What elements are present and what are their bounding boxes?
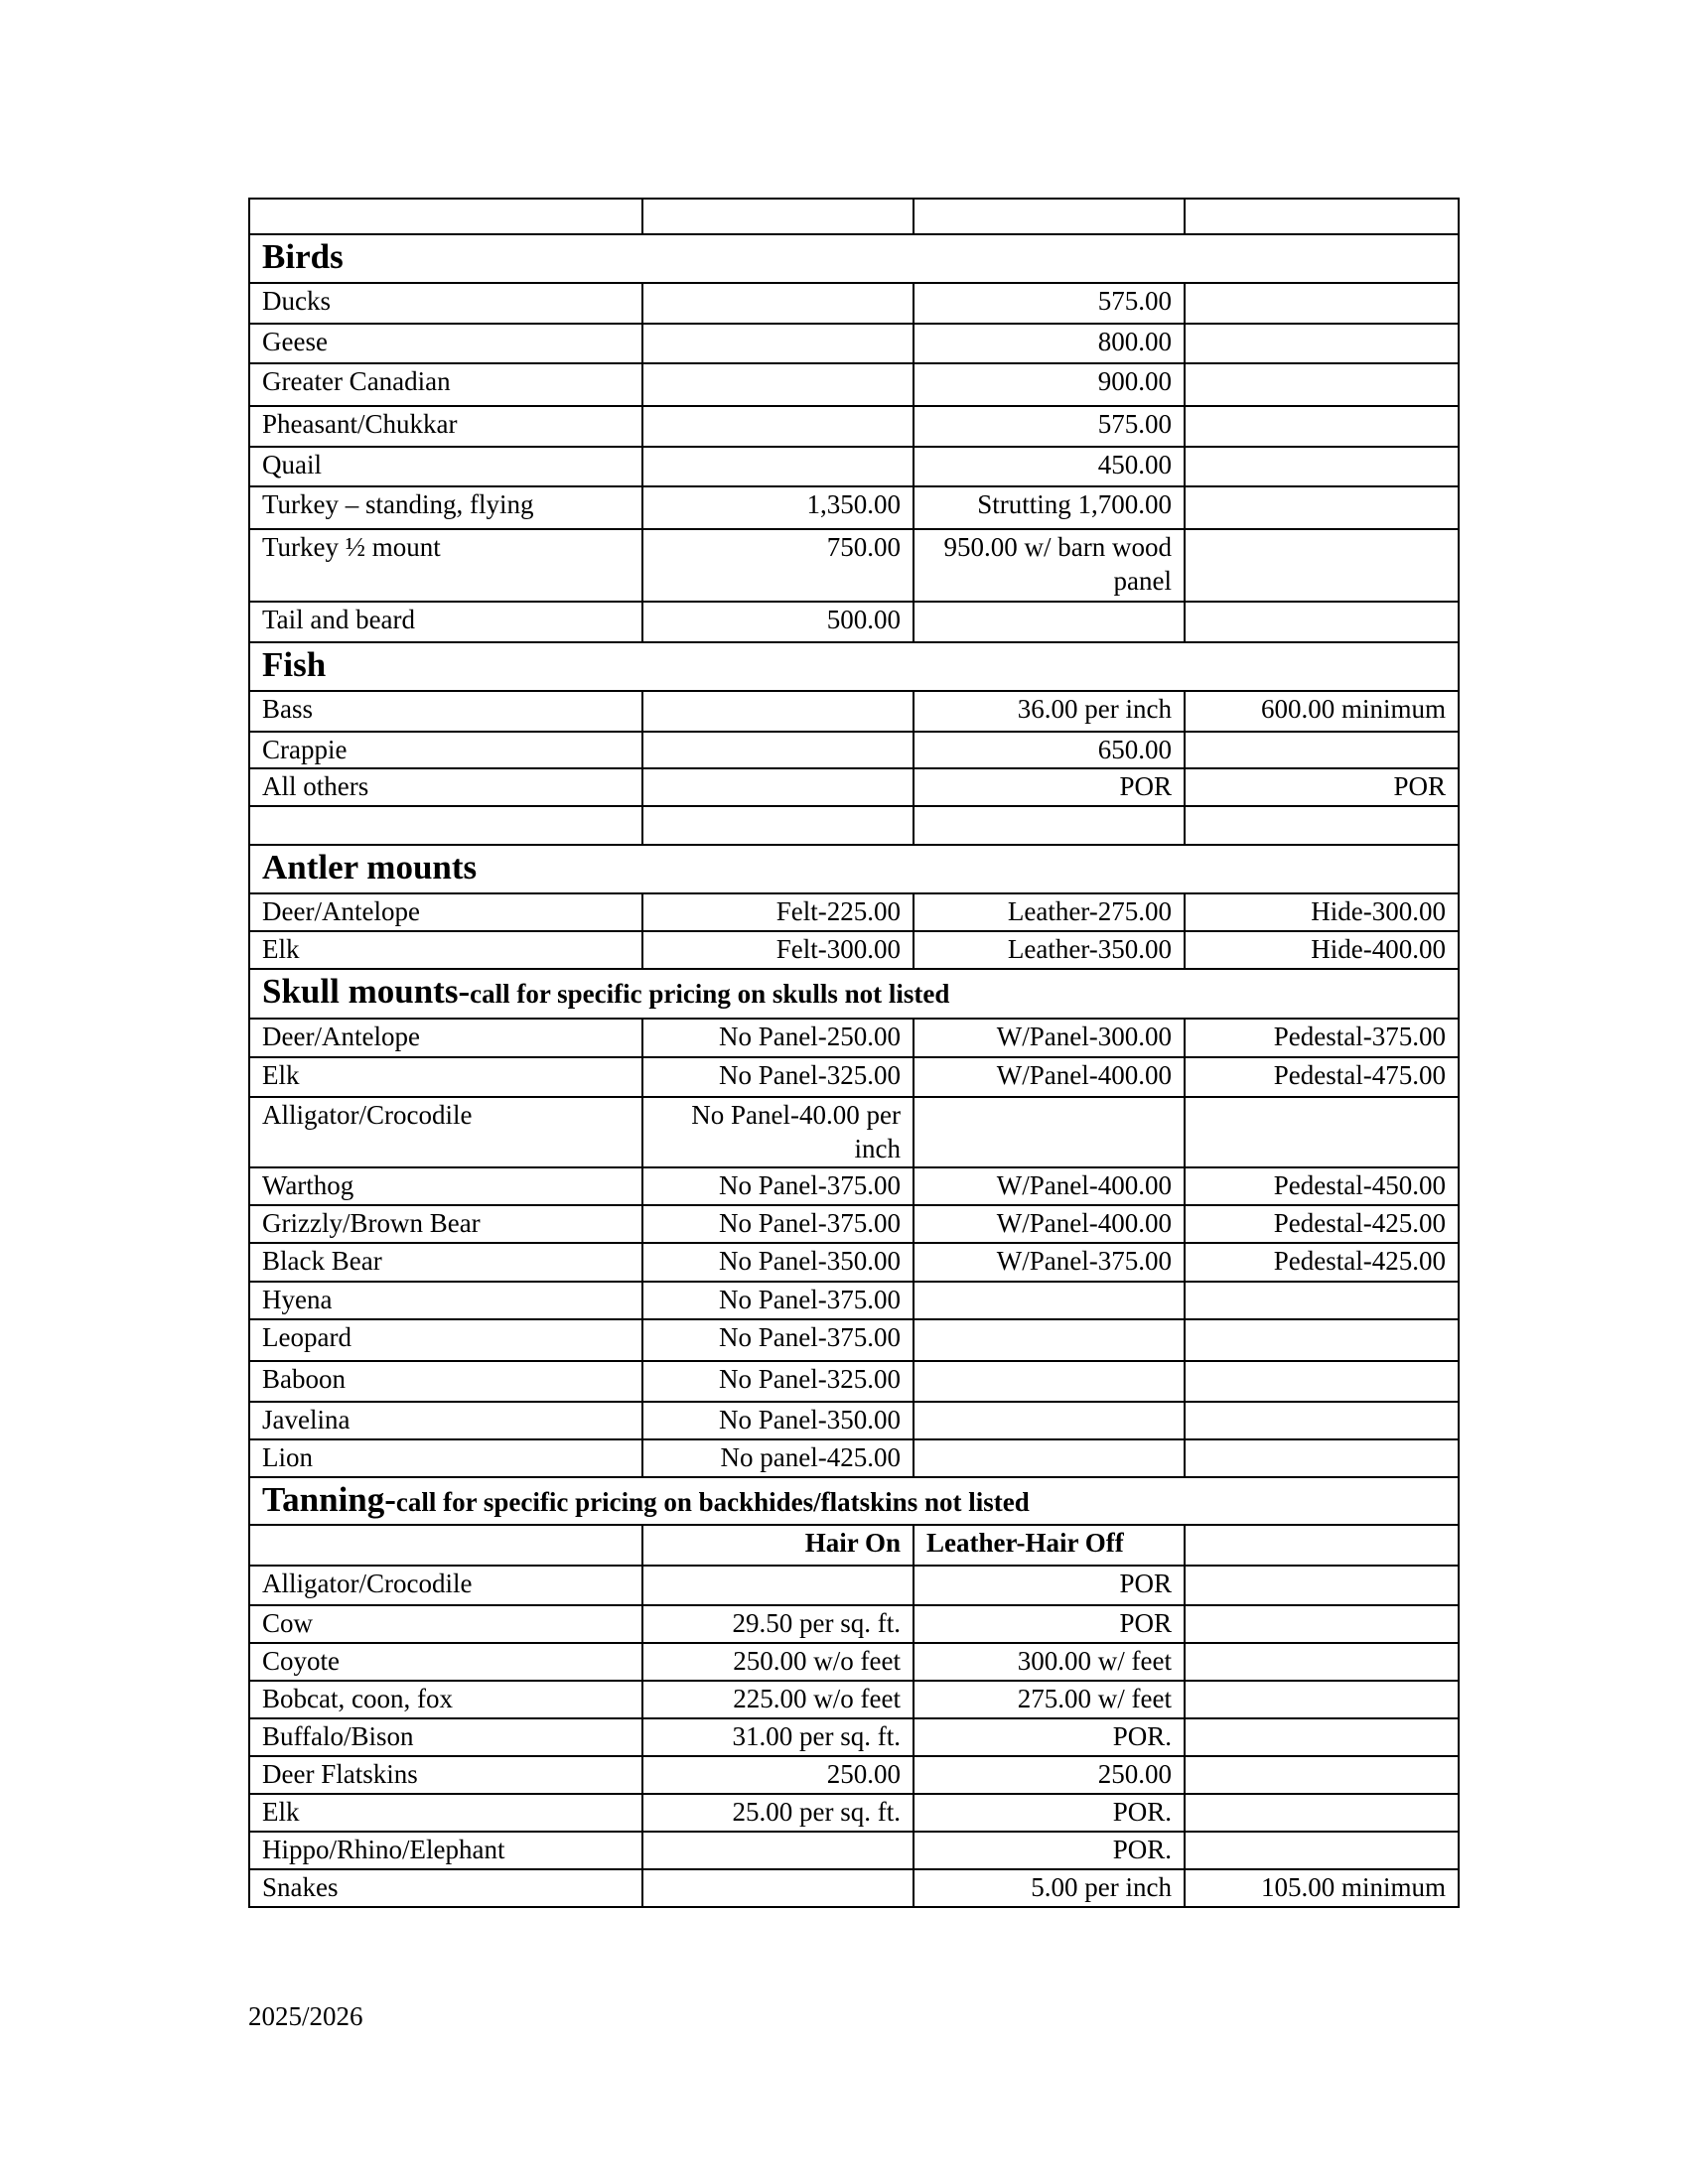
item-name: Coyote	[249, 1643, 642, 1681]
price-cell	[642, 768, 914, 806]
price-cell: 450.00	[914, 447, 1185, 486]
section-title: Fish	[262, 645, 327, 684]
price-cell: No Panel-375.00	[642, 1282, 914, 1319]
section-title: Birds	[262, 237, 344, 276]
item-name: Deer/Antelope	[249, 893, 642, 931]
item-name: Leopard	[249, 1319, 642, 1361]
table-row	[249, 324, 1459, 363]
table-cell	[914, 199, 1185, 234]
table-row	[249, 1439, 1459, 1477]
item-name: Geese	[249, 324, 642, 363]
price-cell	[642, 732, 914, 768]
item-name: Bobcat, coon, fox	[249, 1681, 642, 1718]
section-header-antler	[249, 845, 1459, 893]
price-cell: Pedestal-425.00	[1185, 1205, 1459, 1243]
price-cell: No Panel-325.00	[642, 1057, 914, 1097]
price-cell	[642, 363, 914, 406]
table-row	[249, 1319, 1459, 1361]
price-cell: Felt-300.00	[642, 931, 914, 969]
section-title: Skull mounts-	[262, 972, 471, 1011]
table-row	[249, 691, 1459, 732]
table-row	[249, 529, 1459, 602]
price-cell: W/Panel-400.00	[914, 1057, 1185, 1097]
item-name: Javelina	[249, 1402, 642, 1439]
table-cell	[1185, 199, 1459, 234]
price-cell: 29.50 per sq. ft.	[642, 1605, 914, 1643]
price-cell	[1185, 1756, 1459, 1794]
table-row	[249, 602, 1459, 642]
table-row	[249, 363, 1459, 406]
item-name: Buffalo/Bison	[249, 1718, 642, 1756]
price-cell	[1185, 1605, 1459, 1643]
item-name: Quail	[249, 447, 642, 486]
table-row	[249, 1794, 1459, 1832]
price-cell: POR.	[914, 1832, 1185, 1869]
section-title-cell	[249, 1477, 1459, 1525]
price-cell	[1185, 1794, 1459, 1832]
table-row	[249, 1243, 1459, 1282]
item-name: Ducks	[249, 283, 642, 324]
price-cell	[642, 1869, 914, 1907]
section-header-tanning	[249, 1477, 1459, 1525]
table-row	[249, 806, 1459, 845]
price-cell	[642, 1566, 914, 1605]
price-cell: W/Panel-300.00	[914, 1019, 1185, 1057]
price-cell: Hide-300.00	[1185, 893, 1459, 931]
price-cell: No Panel-375.00	[642, 1167, 914, 1205]
price-cell	[642, 691, 914, 732]
item-name: Deer/Antelope	[249, 1019, 642, 1057]
price-cell	[642, 283, 914, 324]
column-header-row	[249, 1525, 1459, 1566]
price-cell	[1185, 529, 1459, 602]
section-title-cell	[249, 234, 1459, 283]
price-cell	[1185, 447, 1459, 486]
price-cell	[914, 1097, 1185, 1167]
section-title: Antler mounts	[262, 848, 478, 887]
price-cell: 575.00	[914, 406, 1185, 447]
table-cell	[642, 199, 914, 234]
item-name: Baboon	[249, 1361, 642, 1402]
price-cell	[914, 1319, 1185, 1361]
price-cell	[642, 447, 914, 486]
price-cell	[642, 324, 914, 363]
column-header	[249, 1525, 642, 1566]
price-cell: POR	[914, 1566, 1185, 1605]
table-row	[249, 1756, 1459, 1794]
price-cell	[1185, 486, 1459, 529]
section-header-fish	[249, 642, 1459, 691]
price-cell: Pedestal-475.00	[1185, 1057, 1459, 1097]
table-row	[249, 1832, 1459, 1869]
price-cell	[1185, 732, 1459, 768]
price-cell: 36.00 per inch	[914, 691, 1185, 732]
price-cell	[1185, 1681, 1459, 1718]
price-cell	[914, 1282, 1185, 1319]
price-table	[248, 198, 1460, 1908]
price-cell: Leather-350.00	[914, 931, 1185, 969]
price-cell	[914, 1361, 1185, 1402]
price-cell	[1185, 806, 1459, 845]
price-cell: No panel-425.00	[642, 1439, 914, 1477]
price-cell	[914, 602, 1185, 642]
price-cell	[1185, 1402, 1459, 1439]
item-name: All others	[249, 768, 642, 806]
price-cell: W/Panel-400.00	[914, 1205, 1185, 1243]
price-cell	[1185, 1282, 1459, 1319]
price-cell	[1185, 1718, 1459, 1756]
table-row	[249, 1681, 1459, 1718]
item-name: Alligator/Crocodile	[249, 1097, 642, 1167]
item-name: Snakes	[249, 1869, 642, 1907]
price-cell	[1185, 1361, 1459, 1402]
table-row	[249, 1167, 1459, 1205]
section-header-skull	[249, 969, 1459, 1019]
item-name: Bass	[249, 691, 642, 732]
price-cell: 800.00	[914, 324, 1185, 363]
section-subtitle: call for specific pricing on backhides/flatskins not listed	[395, 1487, 1030, 1517]
item-name: Deer Flatskins	[249, 1756, 642, 1794]
table-row	[249, 1869, 1459, 1907]
table-row	[249, 1566, 1459, 1605]
price-cell	[1185, 324, 1459, 363]
table-row	[249, 732, 1459, 768]
price-cell	[1185, 1832, 1459, 1869]
item-name: Greater Canadian	[249, 363, 642, 406]
price-cell: No Panel-325.00	[642, 1361, 914, 1402]
price-cell	[1185, 602, 1459, 642]
item-name: Turkey ½ mount	[249, 529, 642, 602]
price-cell	[914, 1402, 1185, 1439]
item-name: Hippo/Rhino/Elephant	[249, 1832, 642, 1869]
price-cell: POR	[914, 768, 1185, 806]
price-cell: 250.00 w/o feet	[642, 1643, 914, 1681]
price-cell: 5.00 per inch	[914, 1869, 1185, 1907]
price-cell: 575.00	[914, 283, 1185, 324]
price-cell: No Panel-375.00	[642, 1205, 914, 1243]
item-name: Tail and beard	[249, 602, 642, 642]
table-row	[249, 1057, 1459, 1097]
table-row	[249, 1643, 1459, 1681]
price-cell	[1185, 1643, 1459, 1681]
table-row	[249, 1718, 1459, 1756]
column-header: Leather-Hair Off	[914, 1525, 1185, 1566]
column-header: Hair On	[642, 1525, 914, 1566]
item-name: Elk	[249, 1794, 642, 1832]
table-cell	[249, 199, 642, 234]
section-title-cell	[249, 969, 1459, 1019]
item-name: Hyena	[249, 1282, 642, 1319]
item-name: Warthog	[249, 1167, 642, 1205]
item-name: Grizzly/Brown Bear	[249, 1205, 642, 1243]
price-cell	[1185, 406, 1459, 447]
price-cell: POR	[1185, 768, 1459, 806]
price-cell	[914, 806, 1185, 845]
price-cell: Pedestal-375.00	[1185, 1019, 1459, 1057]
section-subtitle: call for specific pricing on skulls not listed	[470, 979, 950, 1009]
section-title-cell	[249, 642, 1459, 691]
price-cell: W/Panel-375.00	[914, 1243, 1185, 1282]
table-row	[249, 1282, 1459, 1319]
table-row	[249, 1097, 1459, 1167]
price-cell: Leather-275.00	[914, 893, 1185, 931]
price-cell: 25.00 per sq. ft.	[642, 1794, 914, 1832]
item-name: Black Bear	[249, 1243, 642, 1282]
table-row	[249, 1605, 1459, 1643]
table-row	[249, 1019, 1459, 1057]
table-row	[249, 486, 1459, 529]
blank-header-row	[249, 199, 1459, 234]
item-name: Cow	[249, 1605, 642, 1643]
table-row	[249, 893, 1459, 931]
price-cell: 500.00	[642, 602, 914, 642]
table-row	[249, 1205, 1459, 1243]
price-cell: 950.00 w/ barn wood panel	[914, 529, 1185, 602]
price-cell	[642, 806, 914, 845]
price-cell: Pedestal-425.00	[1185, 1243, 1459, 1282]
section-title-cell	[249, 845, 1459, 893]
section-title: Tanning-	[262, 1480, 396, 1519]
price-cell: 600.00 minimum	[1185, 691, 1459, 732]
table-row	[249, 283, 1459, 324]
price-cell	[914, 1439, 1185, 1477]
price-cell	[1185, 1097, 1459, 1167]
item-name: Elk	[249, 1057, 642, 1097]
price-cell: 250.00	[642, 1756, 914, 1794]
column-header	[1185, 1525, 1459, 1566]
item-name: Pheasant/Chukkar	[249, 406, 642, 447]
price-cell: 650.00	[914, 732, 1185, 768]
price-cell: No Panel-375.00	[642, 1319, 914, 1361]
price-cell: 750.00	[642, 529, 914, 602]
item-name: Crappie	[249, 732, 642, 768]
price-cell: No Panel-350.00	[642, 1243, 914, 1282]
table-row	[249, 768, 1459, 806]
section-header-birds	[249, 234, 1459, 283]
price-cell: 225.00 w/o feet	[642, 1681, 914, 1718]
table-row	[249, 931, 1459, 969]
table-row	[249, 406, 1459, 447]
price-cell: W/Panel-400.00	[914, 1167, 1185, 1205]
price-cell: POR.	[914, 1794, 1185, 1832]
table-row	[249, 1361, 1459, 1402]
price-cell: 105.00 minimum	[1185, 1869, 1459, 1907]
footer-year: 2025/2026	[248, 2001, 363, 2031]
price-cell	[1185, 1566, 1459, 1605]
price-cell: Strutting 1,700.00	[914, 486, 1185, 529]
table-row	[249, 1402, 1459, 1439]
price-cell: Pedestal-450.00	[1185, 1167, 1459, 1205]
price-cell: POR.	[914, 1718, 1185, 1756]
price-cell: 1,350.00	[642, 486, 914, 529]
table-row	[249, 447, 1459, 486]
price-cell	[1185, 1439, 1459, 1477]
price-cell: 900.00	[914, 363, 1185, 406]
price-cell: 250.00	[914, 1756, 1185, 1794]
price-cell: No Panel-40.00 per inch	[642, 1097, 914, 1167]
item-name: Elk	[249, 931, 642, 969]
price-cell: POR	[914, 1605, 1185, 1643]
item-name	[249, 806, 642, 845]
price-cell: Hide-400.00	[1185, 931, 1459, 969]
price-cell: 31.00 per sq. ft.	[642, 1718, 914, 1756]
item-name: Alligator/Crocodile	[249, 1566, 642, 1605]
price-cell: 300.00 w/ feet	[914, 1643, 1185, 1681]
price-cell	[1185, 363, 1459, 406]
price-cell	[1185, 1319, 1459, 1361]
price-cell	[1185, 283, 1459, 324]
price-cell: 275.00 w/ feet	[914, 1681, 1185, 1718]
item-name: Turkey – standing, flying	[249, 486, 642, 529]
price-cell	[642, 406, 914, 447]
price-cell: Felt-225.00	[642, 893, 914, 931]
item-name: Lion	[249, 1439, 642, 1477]
price-cell	[642, 1832, 914, 1869]
price-cell: No Panel-250.00	[642, 1019, 914, 1057]
price-cell: No Panel-350.00	[642, 1402, 914, 1439]
